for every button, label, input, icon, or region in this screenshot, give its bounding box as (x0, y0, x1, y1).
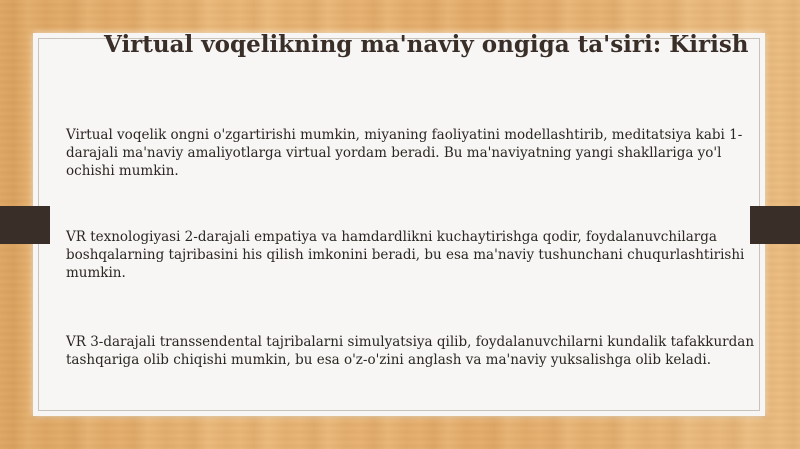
slide-title: Virtual voqelikning ma'naviy ongiga ta'siri: Kirish (104, 31, 749, 58)
right-decorative-tab (750, 206, 800, 244)
paragraph-2: VR texnologiyasi 2-darajali empatiya va hamdardlikni kuchaytirishga qodir, foydalanuvchilarga boshqalarning tajribasini his qilish imkonini beradi, bu esa ma'naviy tushunchani chuqurlashtirishi mumkin. (66, 229, 745, 281)
paragraph-3: VR 3-darajali transsendental tajribalarni simulyatsiya qilib, foydalanuvchilarni kundalik tafakkurdan tashqariga olib chiqishi mumkin, bu esa o'z-o'zini anglash va ma'naviy yuksalishga olib keladi. (66, 334, 755, 368)
left-decorative-tab (0, 206, 50, 244)
paragraph-1: Virtual voqelik ongni o'zgartirishi mumkin, miyaning faoliyatini modellashtirib, meditatsiya kabi 1-darajali ma'naviy amaliyotlarga virtual yordam beradi. Bu ma'naviyatning yangi shakllariga yo'l ochishi mumkin. (66, 127, 743, 179)
